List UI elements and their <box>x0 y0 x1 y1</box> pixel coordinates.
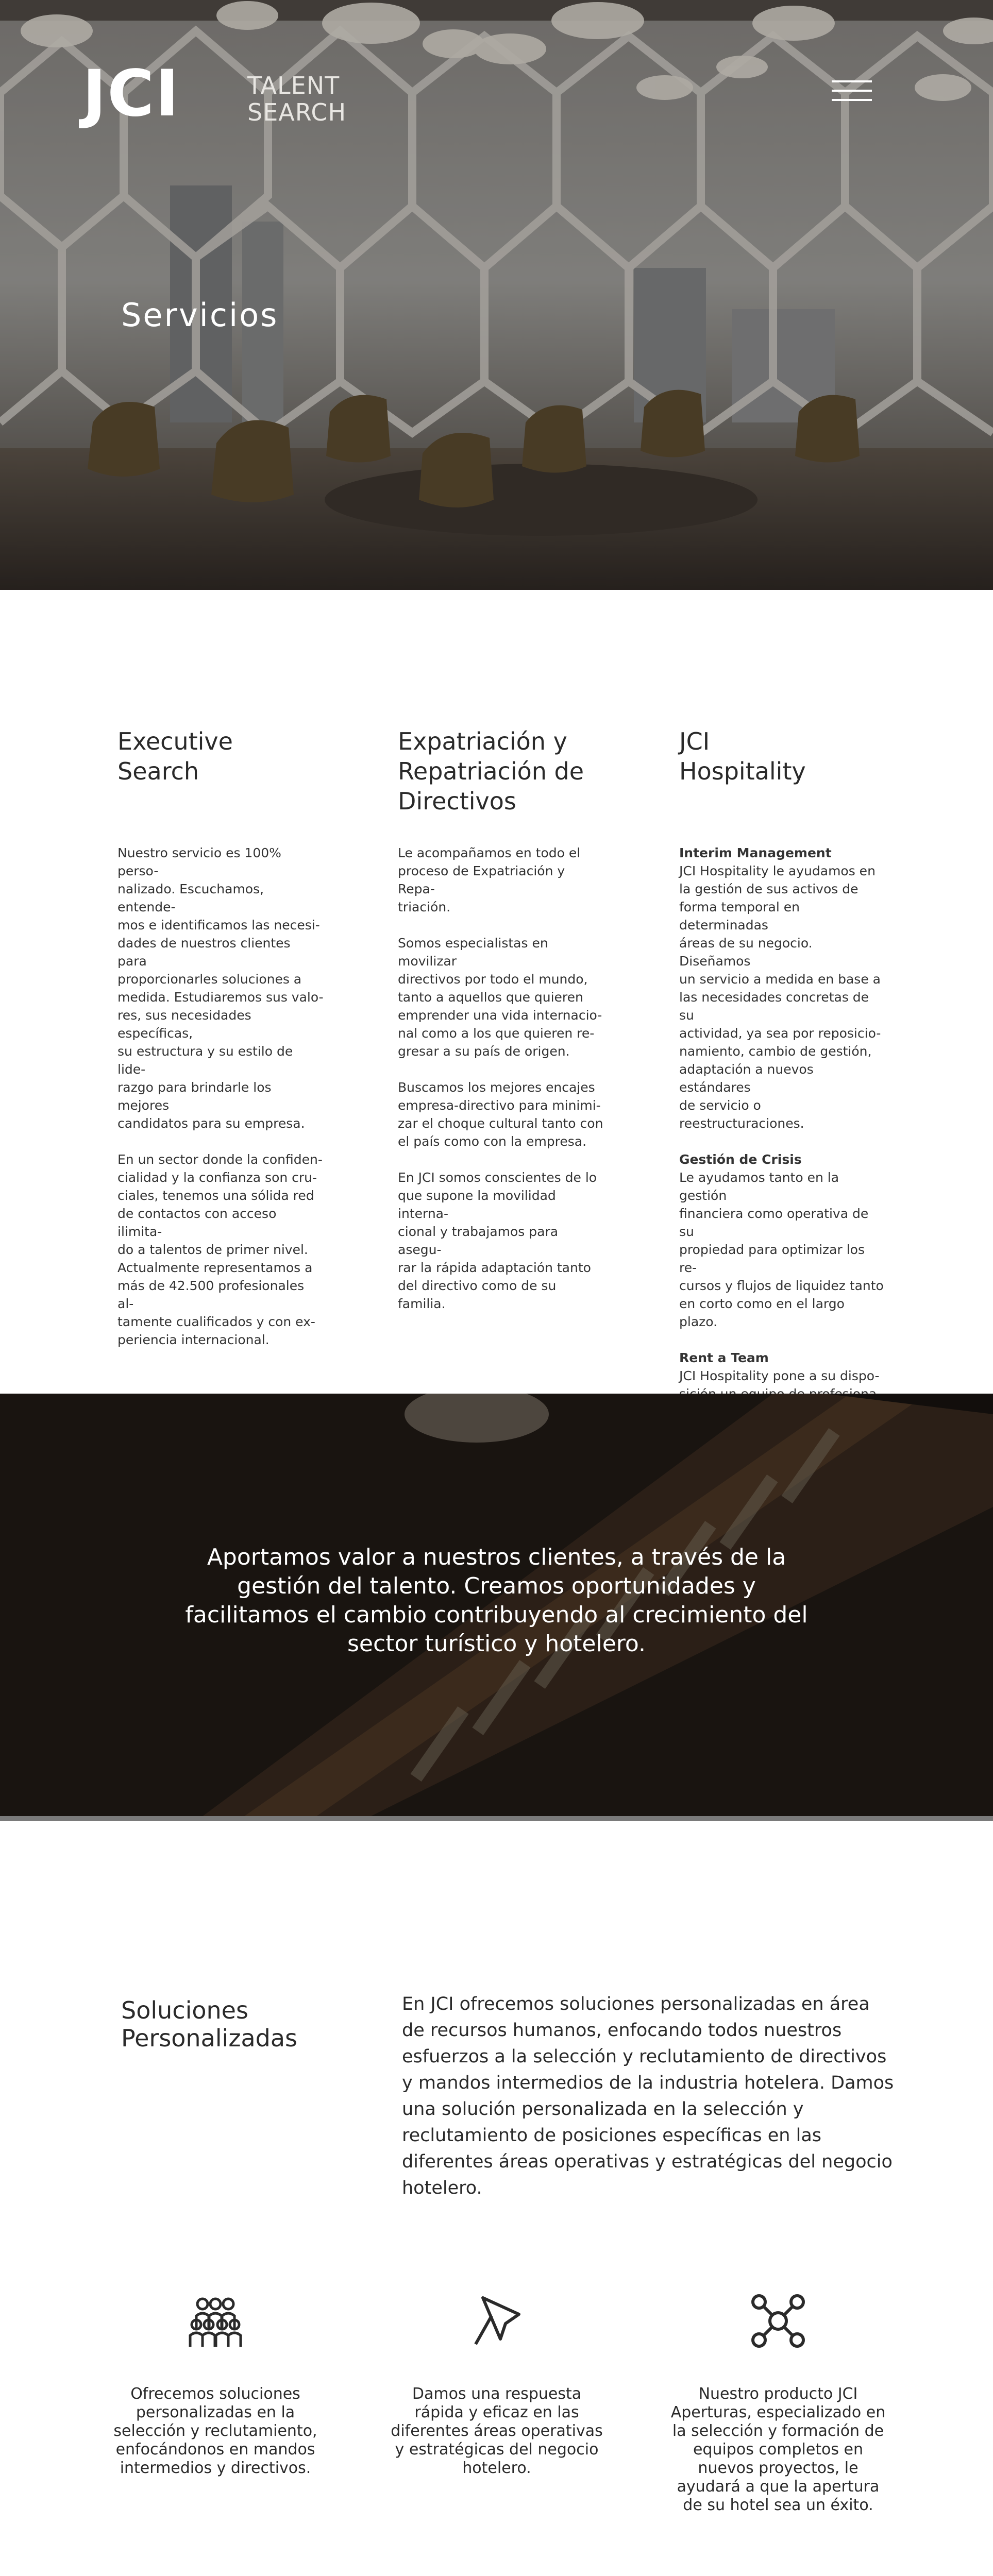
banner-divider <box>0 1816 993 1821</box>
service-title: JCI Hospitality <box>679 727 806 785</box>
service-title: Executive Search <box>117 727 233 785</box>
people-group-icon <box>187 2293 244 2349</box>
banner-quote: Aportamos valor a nuestros clientes, a través de la gestión del talento. Creamos oportunidades y facilitamos el cambio contribuyendo al crecimiento del sector turístico y hotelero. <box>185 1544 808 1657</box>
subsection-interim-management: Interim Management JCI Hospitality le ayudamos en la gestión de sus activos de forma temporal en determinadas áreas de su negocio. Diseñamos un servicio a medida en base a las necesidades concretas de su actividad, ya sea por reposicio- namiento, cambio de gestión, adaptación a nuevos estándares de servicio o reestructuraciones. <box>679 845 881 1131</box>
solutions-text: En JCI ofrecemos soluciones personalizadas en área de recursos humanos, enfocando todos nuestros esfuerzos a la selección y reclutamiento de directivos y mandos intermedios de la industria hotelera. Damos una solución personalizada en la selección y reclutamiento de posiciones específicas en las diferentes áreas operativas y estratégicas del negocio hotelero. <box>402 1994 894 2198</box>
tagline-line-1: TALENT <box>247 72 340 99</box>
service-expatriation <box>398 726 604 1311</box>
service-title: Expatriación y Repatriación de Directivos <box>398 727 584 815</box>
feature-text: Ofrecemos soluciones personalizadas en la selección y reclutamiento, enfocándonos en mandos intermedios y directivos. <box>113 2385 317 2477</box>
flag-icon <box>468 2293 525 2349</box>
feature-text: Damos una respuesta rápida y eficaz en las diferentes áreas operativas y estratégicas del negocio hotelero. <box>391 2385 603 2477</box>
jci-logo[interactable]: JCI <box>82 57 180 131</box>
solutions-title: Soluciones Personalizadas <box>121 1996 298 2052</box>
service-description: Le acompañamos en todo el proceso de Expatriación y Repa- triación. Somos especialistas en movilizar directivos por todo el mundo, tanto a aquellos que quieren emprender una vida internacio- nal como a los que quieren re- gresar a su país de origen. Buscamos los mejores encajes empresa-directivo para minimi- zar el choque cultural tanto con el país como con la empresa. En JCI somos conscientes de lo que supone la movilidad interna- cional y trabajamos para asegu- rar la rápida adaptación tanto del directivo como de su familia. <box>398 845 603 1311</box>
feature-text: Nuestro producto JCI Aperturas, especializado en la selección y formación de equipos completos en nuevos proyectos, le ayudará a que la apertura de su hotel sea un éxito. <box>670 2385 886 2514</box>
services-section <box>0 590 993 1394</box>
service-jci-hospitality <box>679 726 885 1383</box>
page-title: Servicios <box>121 296 279 334</box>
tagline-line-2: SEARCH <box>247 98 347 126</box>
hero-section <box>0 0 993 590</box>
service-executive-search <box>117 726 324 1347</box>
quote-banner <box>0 1394 993 1821</box>
feature-personalized-solutions <box>107 2293 324 2478</box>
service-description: Nuestro servicio es 100% perso- nalizado. Escuchamos, entende- mos e identificamos las necesi- dades de nuestros clientes para proporcionarles soluciones a medida. Estudiaremos sus valo- res, sus necesidades específicas, su estructura y su estilo de lide- razgo para brindarle los mejores candidatos para su empresa. En un sector donde la confiden- cialidad y la confianza son cru- ciales, tenemos una sólida red de contactos con acceso ilimita- do a talentos de primer nivel. Actualmente representamos a más de 42.500 profesionales al- tamente cualificados y con ex- periencia internacional. <box>117 845 324 1347</box>
feature-fast-response <box>389 2293 605 2478</box>
hamburger-menu-icon[interactable] <box>832 80 872 103</box>
subsection-crisis-management: Gestión de Crisis Le ayudamos tanto en la gestión financiera como operativa de su propiedad para optimizar los re- cursos y flujos de liquidez tanto en corto como en el largo plazo. <box>679 1152 884 1329</box>
feature-jci-aperturas <box>670 2293 886 2515</box>
subsection-rent-a-team: Rent a Team JCI Hospitality pone a su dispo- <box>679 1350 880 1383</box>
network-icon <box>750 2293 806 2349</box>
logo-tagline <box>247 72 346 126</box>
